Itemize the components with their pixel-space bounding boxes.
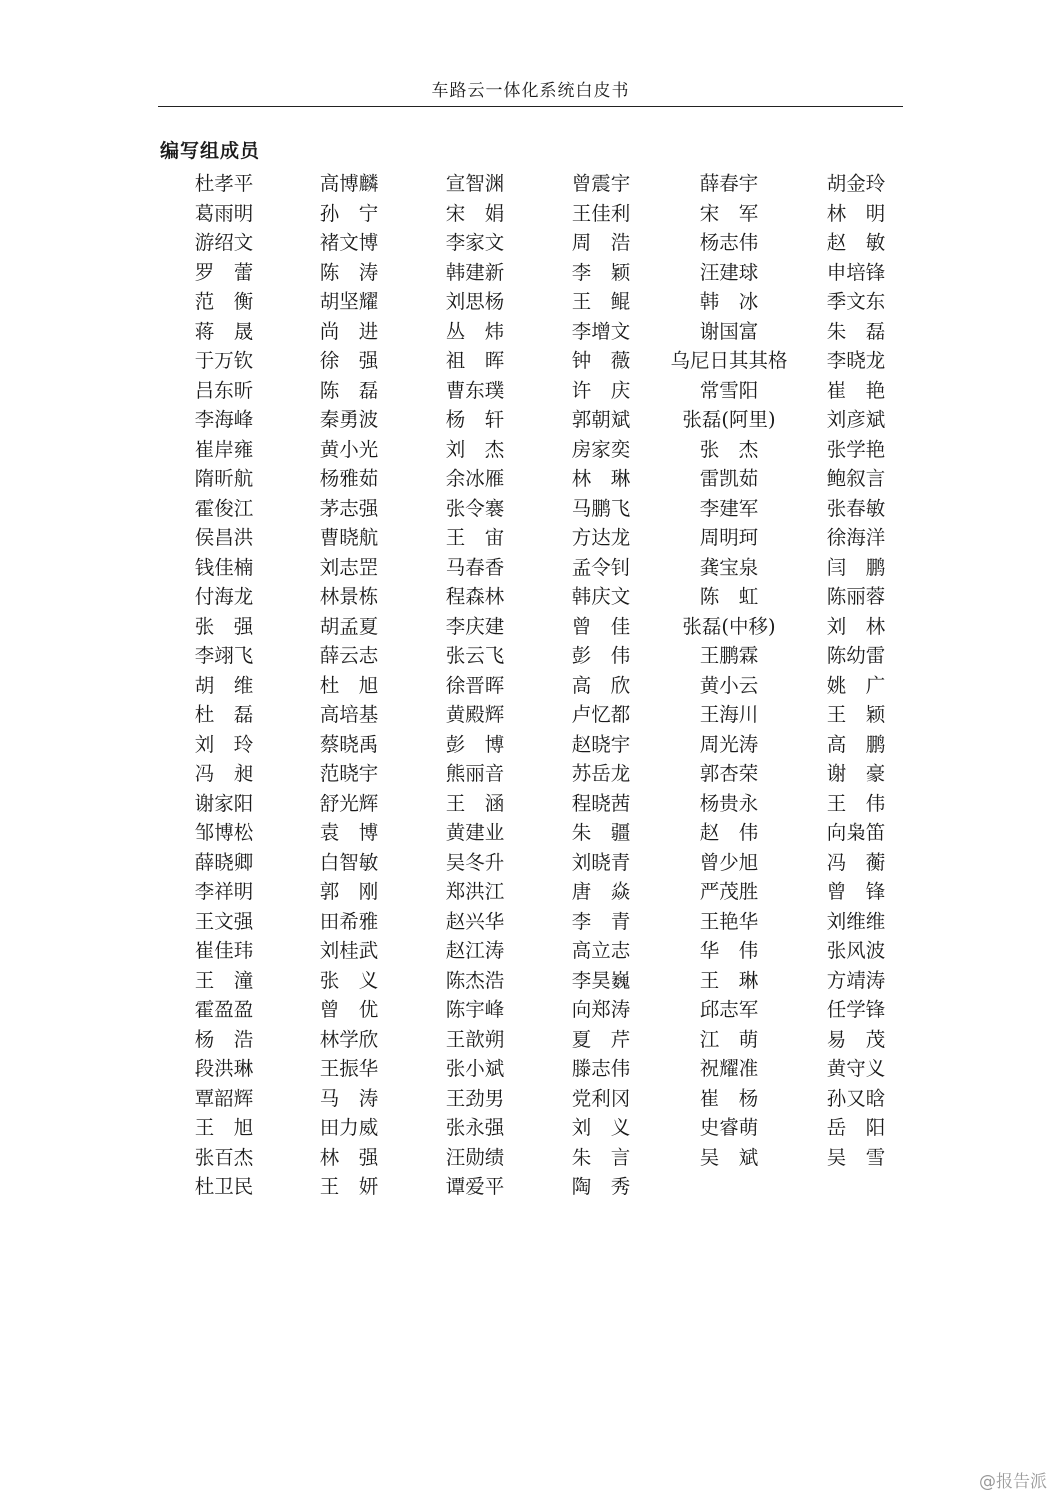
member-name: 林 强 bbox=[319, 1145, 379, 1169]
member-name: 崔 艳 bbox=[826, 378, 886, 402]
member-name: 谢家阳 bbox=[194, 791, 254, 815]
member-name: 黄建业 bbox=[445, 821, 505, 844]
member-name: 王 伟 bbox=[826, 791, 886, 815]
member-name: 郭朝斌 bbox=[571, 408, 631, 431]
member-name: 王歆朔 bbox=[445, 1027, 505, 1051]
member-name: 程晓茜 bbox=[571, 791, 631, 815]
member-name: 胡孟夏 bbox=[319, 614, 379, 638]
member-name: 舒光辉 bbox=[319, 791, 379, 815]
member-name: 侯昌洪 bbox=[194, 526, 254, 549]
member-row bbox=[160, 641, 920, 671]
member-name: 赵晓宇 bbox=[571, 732, 631, 756]
member-name: 韩庆文 bbox=[571, 585, 631, 608]
member-row bbox=[160, 553, 920, 583]
member-name: 唐 焱 bbox=[571, 880, 631, 903]
member-name: 高培基 bbox=[319, 703, 379, 726]
member-name: 郭 刚 bbox=[319, 880, 379, 903]
member-name: 曾 优 bbox=[319, 998, 379, 1021]
member-name: 张 义 bbox=[319, 968, 379, 992]
member-name: 向郑涛 bbox=[571, 998, 631, 1021]
member-name: 史睿萌 bbox=[699, 1116, 759, 1139]
member-name: 张 杰 bbox=[699, 437, 759, 461]
member-name: 赵江涛 bbox=[445, 939, 505, 962]
member-name: 宋 军 bbox=[699, 201, 759, 225]
member-name: 马鹏飞 bbox=[571, 496, 631, 520]
member-row bbox=[160, 1172, 920, 1202]
member-name: 王佳利 bbox=[571, 201, 631, 225]
member-name: 霍俊江 bbox=[194, 496, 254, 520]
member-name: 易 茂 bbox=[826, 1027, 886, 1051]
member-name: 蔡晓禹 bbox=[319, 732, 379, 756]
member-row bbox=[160, 848, 920, 878]
member-name: 刘思杨 bbox=[445, 290, 505, 313]
member-name: 钱佳楠 bbox=[194, 555, 254, 579]
member-name: 崔 杨 bbox=[699, 1086, 759, 1110]
member-name: 王海川 bbox=[699, 703, 759, 726]
member-name: 李庆建 bbox=[445, 614, 505, 638]
member-name: 姚 广 bbox=[826, 673, 886, 697]
member-name: 蒋 晟 bbox=[194, 319, 254, 343]
member-name: 许 庆 bbox=[571, 378, 631, 402]
member-name: 谭爱平 bbox=[445, 1175, 505, 1198]
member-name: 李晓龙 bbox=[826, 349, 886, 372]
member-name: 朱 言 bbox=[571, 1145, 631, 1169]
member-row bbox=[160, 730, 920, 760]
member-name: 刘 义 bbox=[571, 1116, 631, 1139]
member-name: 宣智渊 bbox=[445, 172, 505, 195]
member-name: 高 鹏 bbox=[826, 732, 886, 756]
member-name: 刘维维 bbox=[826, 909, 886, 933]
member-row bbox=[160, 376, 920, 406]
member-name: 陈丽蓉 bbox=[826, 585, 886, 608]
member-name: 祝耀准 bbox=[699, 1057, 759, 1080]
member-name: 徐海洋 bbox=[826, 526, 886, 549]
member-name: 祖 晖 bbox=[445, 349, 505, 372]
member-name: 王 颖 bbox=[826, 703, 886, 726]
member-name: 李 颖 bbox=[571, 260, 631, 284]
member-name: 滕志伟 bbox=[571, 1057, 631, 1080]
member-row bbox=[160, 287, 920, 317]
member-row bbox=[160, 877, 920, 907]
member-name: 谢 豪 bbox=[826, 762, 886, 785]
member-name: 吴 斌 bbox=[699, 1145, 759, 1169]
member-name: 汪建球 bbox=[699, 260, 759, 284]
member-row bbox=[160, 759, 920, 789]
member-name: 黄守义 bbox=[826, 1057, 886, 1080]
member-name: 韩建新 bbox=[445, 260, 505, 284]
member-name: 杨雅茹 bbox=[319, 467, 379, 490]
member-name: 陈 虹 bbox=[699, 585, 759, 608]
member-name: 李祥明 bbox=[194, 880, 254, 903]
member-row bbox=[160, 317, 920, 347]
member-row bbox=[160, 582, 920, 612]
member-name: 邱志军 bbox=[699, 998, 759, 1021]
member-name: 杜 磊 bbox=[194, 703, 254, 726]
member-name: 薛云志 bbox=[319, 644, 379, 667]
member-name: 岳 阳 bbox=[826, 1116, 886, 1139]
member-name: 郭杏荣 bbox=[699, 762, 759, 785]
member-name: 孙又晗 bbox=[826, 1086, 886, 1110]
member-name: 郑洪江 bbox=[445, 880, 505, 903]
member-name: 陈宇峰 bbox=[445, 998, 505, 1021]
member-name: 林 琳 bbox=[571, 467, 631, 490]
member-name: 王艳华 bbox=[699, 909, 759, 933]
member-name: 杜卫民 bbox=[194, 1175, 254, 1198]
member-name: 向枭笛 bbox=[826, 821, 886, 844]
member-name: 余冰雁 bbox=[445, 467, 505, 490]
member-name: 段洪琳 bbox=[194, 1057, 254, 1080]
member-name: 周明珂 bbox=[699, 526, 759, 549]
member-name: 王 宙 bbox=[445, 526, 505, 549]
member-name: 王鹏霖 bbox=[699, 644, 759, 667]
member-name: 张磊(中移) bbox=[682, 614, 776, 638]
member-row bbox=[160, 258, 920, 288]
member-name: 马 涛 bbox=[319, 1086, 379, 1110]
member-name: 田希雅 bbox=[319, 909, 379, 933]
member-name: 丛 炜 bbox=[445, 319, 505, 343]
member-name: 曹晓航 bbox=[319, 526, 379, 549]
member-name: 高博麟 bbox=[319, 172, 379, 195]
member-name: 王 潼 bbox=[194, 968, 254, 992]
members-grid bbox=[160, 169, 920, 1202]
member-name: 冯 昶 bbox=[194, 762, 254, 785]
member-name: 刘 玲 bbox=[194, 732, 254, 756]
member-name: 赵 敏 bbox=[826, 231, 886, 254]
member-name: 范晓宇 bbox=[319, 762, 379, 785]
member-name: 黄小云 bbox=[699, 673, 759, 697]
member-name: 薛春宇 bbox=[699, 172, 759, 195]
member-name: 崔岸雍 bbox=[194, 437, 254, 461]
member-row bbox=[160, 995, 920, 1025]
member-row bbox=[160, 169, 920, 199]
member-name: 鲍叙言 bbox=[826, 467, 886, 490]
member-name: 王 妍 bbox=[319, 1175, 379, 1198]
member-name: 曾震宇 bbox=[571, 172, 631, 195]
member-name: 刘志罡 bbox=[319, 555, 379, 579]
member-name: 方达龙 bbox=[571, 526, 631, 549]
member-name: 杜孝平 bbox=[194, 172, 254, 195]
member-name: 季文东 bbox=[826, 290, 886, 313]
member-name: 孟令钊 bbox=[571, 555, 631, 579]
member-name: 林学欣 bbox=[319, 1027, 379, 1051]
watermark: @报告派 bbox=[979, 1472, 1047, 1492]
member-name: 游绍文 bbox=[194, 231, 254, 254]
member-name: 马春香 bbox=[445, 555, 505, 579]
member-name: 褚文博 bbox=[319, 231, 379, 254]
member-row bbox=[160, 907, 920, 937]
member-name: 林景栋 bbox=[319, 585, 379, 608]
member-name: 赵 伟 bbox=[699, 821, 759, 844]
member-name: 张春敏 bbox=[826, 496, 886, 520]
member-row bbox=[160, 346, 920, 376]
member-name: 吕东昕 bbox=[194, 378, 254, 402]
member-name: 王 鲲 bbox=[571, 290, 631, 313]
member-row bbox=[160, 612, 920, 642]
member-name: 彭 伟 bbox=[571, 644, 631, 667]
member-name: 李 青 bbox=[571, 909, 631, 933]
member-name: 曾 佳 bbox=[571, 614, 631, 638]
section-title: 编写组成员 bbox=[160, 140, 261, 162]
member-row bbox=[160, 464, 920, 494]
member-name: 胡坚耀 bbox=[319, 290, 379, 313]
member-row bbox=[160, 405, 920, 435]
member-name: 汪勋绩 bbox=[445, 1145, 505, 1169]
member-row bbox=[160, 199, 920, 229]
member-name: 杨 浩 bbox=[194, 1027, 254, 1051]
member-name: 杨 轩 bbox=[445, 408, 505, 431]
member-name: 张风波 bbox=[826, 939, 886, 962]
member-name: 刘彦斌 bbox=[826, 408, 886, 431]
member-row bbox=[160, 936, 920, 966]
member-name: 陈杰浩 bbox=[445, 968, 505, 992]
member-name: 卢忆都 bbox=[571, 703, 631, 726]
member-name: 隋昕航 bbox=[194, 467, 254, 490]
member-name: 苏岳龙 bbox=[571, 762, 631, 785]
member-row bbox=[160, 966, 920, 996]
member-name: 陈 涛 bbox=[319, 260, 379, 284]
member-row bbox=[160, 789, 920, 819]
member-row bbox=[160, 700, 920, 730]
member-row bbox=[160, 435, 920, 465]
member-name: 龚宝泉 bbox=[699, 555, 759, 579]
member-name: 杜 旭 bbox=[319, 673, 379, 697]
member-name: 张云飞 bbox=[445, 644, 505, 667]
member-name: 王 涵 bbox=[445, 791, 505, 815]
member-name: 陈 磊 bbox=[319, 378, 379, 402]
member-name: 曾少旭 bbox=[699, 850, 759, 874]
member-name: 张百杰 bbox=[194, 1145, 254, 1169]
member-name: 徐晋晖 bbox=[445, 673, 505, 697]
member-name: 崔佳玮 bbox=[194, 939, 254, 962]
member-row bbox=[160, 1143, 920, 1173]
member-name: 杨志伟 bbox=[699, 231, 759, 254]
member-row bbox=[160, 494, 920, 524]
member-name: 申培锋 bbox=[826, 260, 886, 284]
member-name: 陶 秀 bbox=[571, 1175, 631, 1198]
member-name: 王劲男 bbox=[445, 1086, 505, 1110]
member-name: 李翊飞 bbox=[194, 644, 254, 667]
member-name: 常雪阳 bbox=[699, 378, 759, 402]
member-name: 刘 林 bbox=[826, 614, 886, 638]
member-name: 王 琳 bbox=[699, 968, 759, 992]
member-name: 覃韶辉 bbox=[194, 1086, 254, 1110]
member-name: 王文强 bbox=[194, 909, 254, 933]
member-name: 曹东璞 bbox=[445, 378, 505, 402]
member-row bbox=[160, 1025, 920, 1055]
member-name: 雷凯茹 bbox=[699, 467, 759, 490]
member-name: 曾 锋 bbox=[826, 880, 886, 903]
member-name: 方靖涛 bbox=[826, 968, 886, 992]
member-name: 高 欣 bbox=[571, 673, 631, 697]
member-name: 韩 冰 bbox=[699, 290, 759, 313]
member-name: 茅志强 bbox=[319, 496, 379, 520]
member-name: 付海龙 bbox=[194, 585, 254, 608]
member-name: 熊丽音 bbox=[445, 762, 505, 785]
member-name: 程森林 bbox=[445, 585, 505, 608]
member-row bbox=[160, 1113, 920, 1143]
member-name: 乌尼日其其格 bbox=[670, 349, 788, 372]
member-name: 高立志 bbox=[571, 939, 631, 962]
member-name: 杨贵永 bbox=[699, 791, 759, 815]
member-name: 彭 博 bbox=[445, 732, 505, 756]
member-name: 林 明 bbox=[826, 201, 886, 225]
member-name: 华 伟 bbox=[699, 939, 759, 962]
member-name: 霍盈盈 bbox=[194, 998, 254, 1021]
member-name: 刘 杰 bbox=[445, 437, 505, 461]
member-name: 薛晓卿 bbox=[194, 850, 254, 874]
member-name: 于万钦 bbox=[194, 349, 254, 372]
member-name: 白智敏 bbox=[319, 850, 379, 874]
member-name: 秦勇波 bbox=[319, 408, 379, 431]
member-name: 江 萌 bbox=[699, 1027, 759, 1051]
member-name: 党利冈 bbox=[571, 1086, 631, 1110]
member-name: 徐 强 bbox=[319, 349, 379, 372]
member-name: 张令褰 bbox=[445, 496, 505, 520]
member-name: 任学锋 bbox=[826, 998, 886, 1021]
member-name: 周光涛 bbox=[699, 732, 759, 756]
member-name: 赵兴华 bbox=[445, 909, 505, 933]
member-name: 袁 博 bbox=[319, 821, 379, 844]
member-name: 尚 进 bbox=[319, 319, 379, 343]
member-name: 吴 雪 bbox=[826, 1145, 886, 1169]
member-row bbox=[160, 818, 920, 848]
member-name: 张 强 bbox=[194, 614, 254, 638]
member-name: 闫 鹏 bbox=[826, 555, 886, 579]
member-name: 李昊巍 bbox=[571, 968, 631, 992]
member-name: 张磊(阿里) bbox=[682, 408, 776, 431]
member-name: 陈幼雷 bbox=[826, 644, 886, 667]
member-name: 朱 磊 bbox=[826, 319, 886, 343]
member-name: 周 浩 bbox=[571, 231, 631, 254]
member-name: 张学艳 bbox=[826, 437, 886, 461]
member-name: 胡 维 bbox=[194, 673, 254, 697]
member-name: 张永强 bbox=[445, 1116, 505, 1139]
member-name: 严茂胜 bbox=[699, 880, 759, 903]
member-name: 刘桂武 bbox=[319, 939, 379, 962]
member-name: 胡金玲 bbox=[826, 172, 886, 195]
member-name: 王振华 bbox=[319, 1057, 379, 1080]
member-name: 吴冬升 bbox=[445, 850, 505, 874]
member-name: 葛雨明 bbox=[194, 201, 254, 225]
member-row bbox=[160, 671, 920, 701]
member-name: 李建军 bbox=[699, 496, 759, 520]
member-row bbox=[160, 228, 920, 258]
member-row bbox=[160, 1084, 920, 1114]
member-name: 孙 宁 bbox=[319, 201, 379, 225]
member-row bbox=[160, 1054, 920, 1084]
member-name: 李增文 bbox=[571, 319, 631, 343]
member-name: 谢国富 bbox=[699, 319, 759, 343]
member-name: 朱 疆 bbox=[571, 821, 631, 844]
member-name: 罗 蕾 bbox=[194, 260, 254, 284]
member-row bbox=[160, 523, 920, 553]
member-name: 冯 蘅 bbox=[826, 850, 886, 874]
member-name: 钟 薇 bbox=[571, 349, 631, 372]
member-name: 黄殿辉 bbox=[445, 703, 505, 726]
member-name: 田力威 bbox=[319, 1116, 379, 1139]
member-name: 张小斌 bbox=[445, 1057, 505, 1080]
member-name: 范 衡 bbox=[194, 290, 254, 313]
member-name: 夏 芹 bbox=[571, 1027, 631, 1051]
member-name: 黄小光 bbox=[319, 437, 379, 461]
member-name: 李家文 bbox=[445, 231, 505, 254]
page-header: 车路云一体化系统白皮书 bbox=[431, 81, 630, 101]
member-name: 刘晓青 bbox=[571, 850, 631, 874]
member-name: 房家奕 bbox=[571, 437, 631, 461]
member-name: 宋 娟 bbox=[445, 201, 505, 225]
member-name: 李海峰 bbox=[194, 408, 254, 431]
member-name: 邹博松 bbox=[194, 821, 254, 844]
member-name: 王 旭 bbox=[194, 1116, 254, 1139]
header-divider bbox=[158, 106, 903, 107]
